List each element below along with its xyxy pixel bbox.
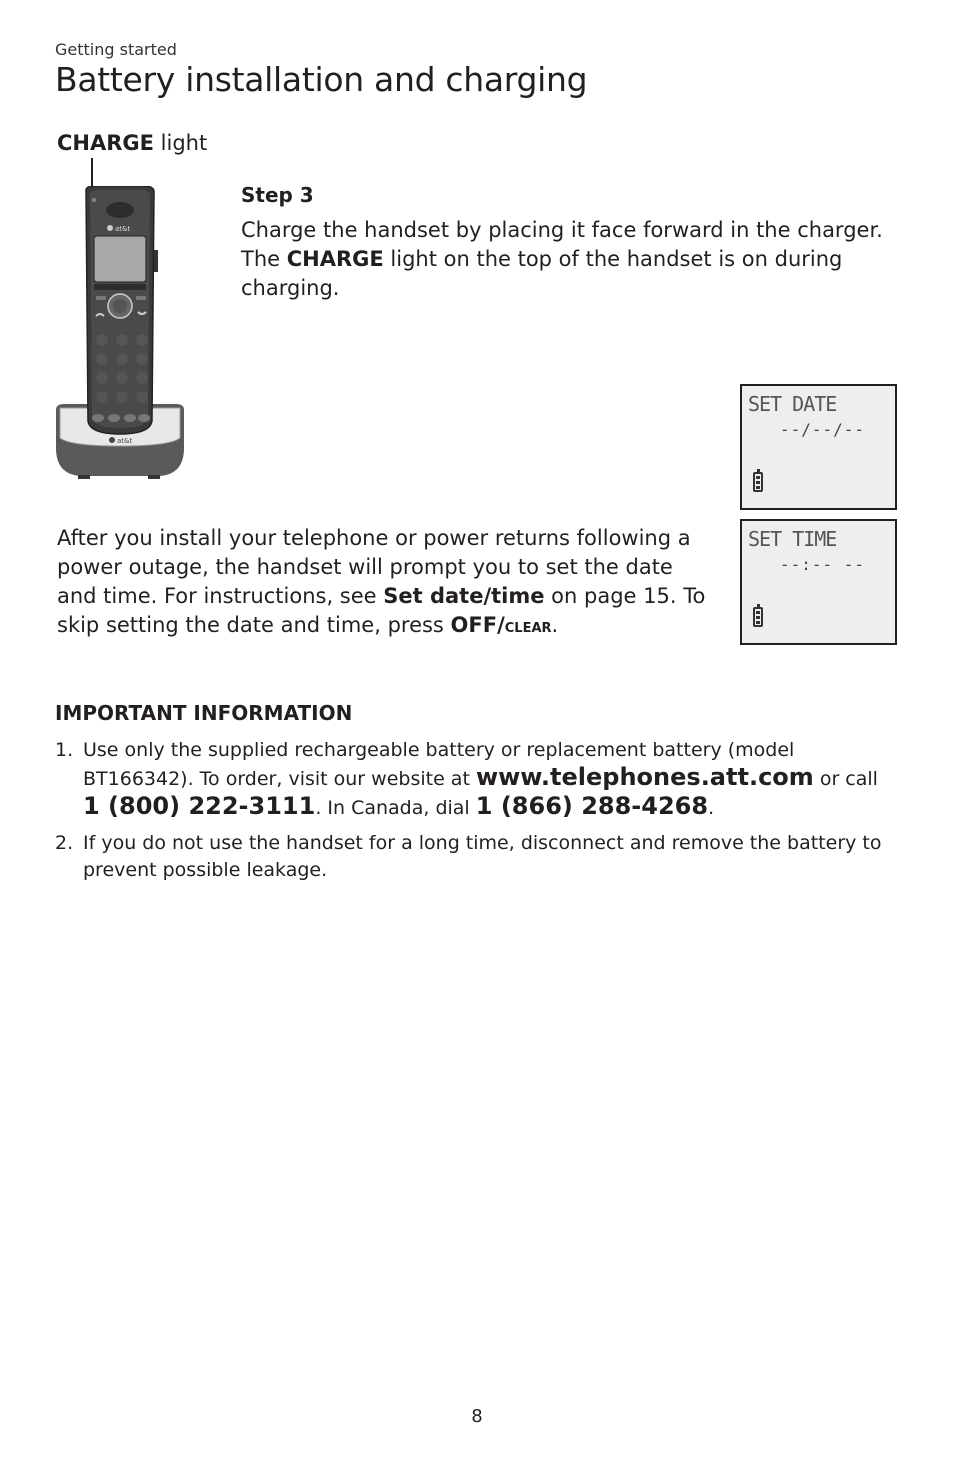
screen-time-value: --:-- -- (780, 555, 866, 574)
item2-text: If you do not use the handset for a long time, disconnect and remove the battery to prevent possible leakage. (83, 832, 882, 881)
handset-screen (94, 236, 146, 282)
item1-text-2: or call (813, 768, 878, 790)
base-logo: at&t (117, 437, 133, 445)
step-text-2: light on the top of the handset is on during charging. (241, 247, 843, 300)
screen-set-time (740, 519, 897, 645)
redial-key-icon (124, 414, 136, 422)
canada-phone-number: 1 (866) 288-4268 (475, 792, 709, 820)
screen-date-value: --/--/-- (780, 420, 866, 439)
menu-select-center-icon (113, 299, 127, 313)
after-text-2: on page 15. To skip setting the date and time, press (57, 584, 706, 637)
charge-label-bold: CHARGE (57, 131, 154, 155)
step-title: Step 3 (241, 183, 314, 207)
item1-text-3: . In Canada, dial (315, 797, 476, 819)
key-pound-icon (136, 391, 148, 403)
battery-icon (753, 607, 763, 627)
charge-label-rest: light (154, 131, 208, 155)
screen-date-title: SET DATE (748, 392, 837, 416)
clear-key-text: clear (504, 616, 552, 637)
dir-key-icon (136, 296, 146, 300)
cid-key-icon (96, 296, 106, 300)
step-text-1: Charge the handset by placing it face forward in the charger. The (241, 218, 883, 271)
key-1-icon (96, 334, 108, 346)
speaker-key-icon (92, 414, 104, 422)
int-key-icon (138, 414, 150, 422)
us-phone-number: 1 (800) 222-3111 (83, 792, 316, 820)
list-number: 1. (55, 739, 74, 761)
off-key-text: OFF/ (450, 613, 505, 637)
base-foot-right (148, 475, 160, 479)
base-logo-icon (109, 437, 115, 443)
charge-light-callout (57, 131, 207, 155)
step-instructions (241, 216, 901, 303)
list-number: 2. (55, 832, 74, 854)
earpiece-icon (106, 202, 134, 218)
important-heading: IMPORTANT INFORMATION (55, 701, 353, 725)
key-star-icon (96, 391, 108, 403)
after-text-3: . (551, 613, 559, 637)
list-item (55, 830, 905, 884)
key-0-icon (116, 391, 128, 403)
item1-text-4: . (708, 797, 715, 819)
charge-light-icon (92, 198, 96, 202)
after-text-1: After you install your telephone or power returns following a power outage, the handset will prompt you to set the date and time. For instructions, see (57, 526, 691, 608)
key-7-icon (96, 372, 108, 384)
website-link[interactable]: www.telephones.att.com (475, 763, 814, 791)
important-list (55, 737, 905, 892)
key-6-icon (136, 353, 148, 365)
off-key-label (451, 613, 552, 637)
page-number: 8 (471, 1406, 483, 1427)
section-label: Getting started (55, 40, 177, 59)
battery-icon (753, 472, 763, 492)
key-5-icon (116, 353, 128, 365)
screen-set-date (740, 384, 897, 510)
mute-key-icon (108, 414, 120, 422)
att-logo-icon (107, 225, 113, 231)
base-foot-left (78, 475, 90, 479)
handset-illustration (50, 186, 190, 482)
key-2-icon (116, 334, 128, 346)
step-text-bold: CHARGE (286, 247, 384, 271)
screen-time-title: SET TIME (748, 527, 837, 551)
handset-logo: at&t (115, 225, 131, 233)
side-button (154, 250, 158, 272)
screen-bezel (94, 284, 146, 290)
page-title: Battery installation and charging (55, 60, 588, 99)
list-item (55, 737, 905, 822)
item1-text-1: Use only the supplied rechargeable battery or replacement battery (model BT166342). To order, visit our website at (83, 739, 795, 790)
setup-prompt-paragraph (57, 524, 717, 641)
key-9-icon (136, 372, 148, 384)
key-3-icon (136, 334, 148, 346)
key-8-icon (116, 372, 128, 384)
key-4-icon (96, 353, 108, 365)
set-date-time-ref: Set date/time (383, 584, 545, 608)
